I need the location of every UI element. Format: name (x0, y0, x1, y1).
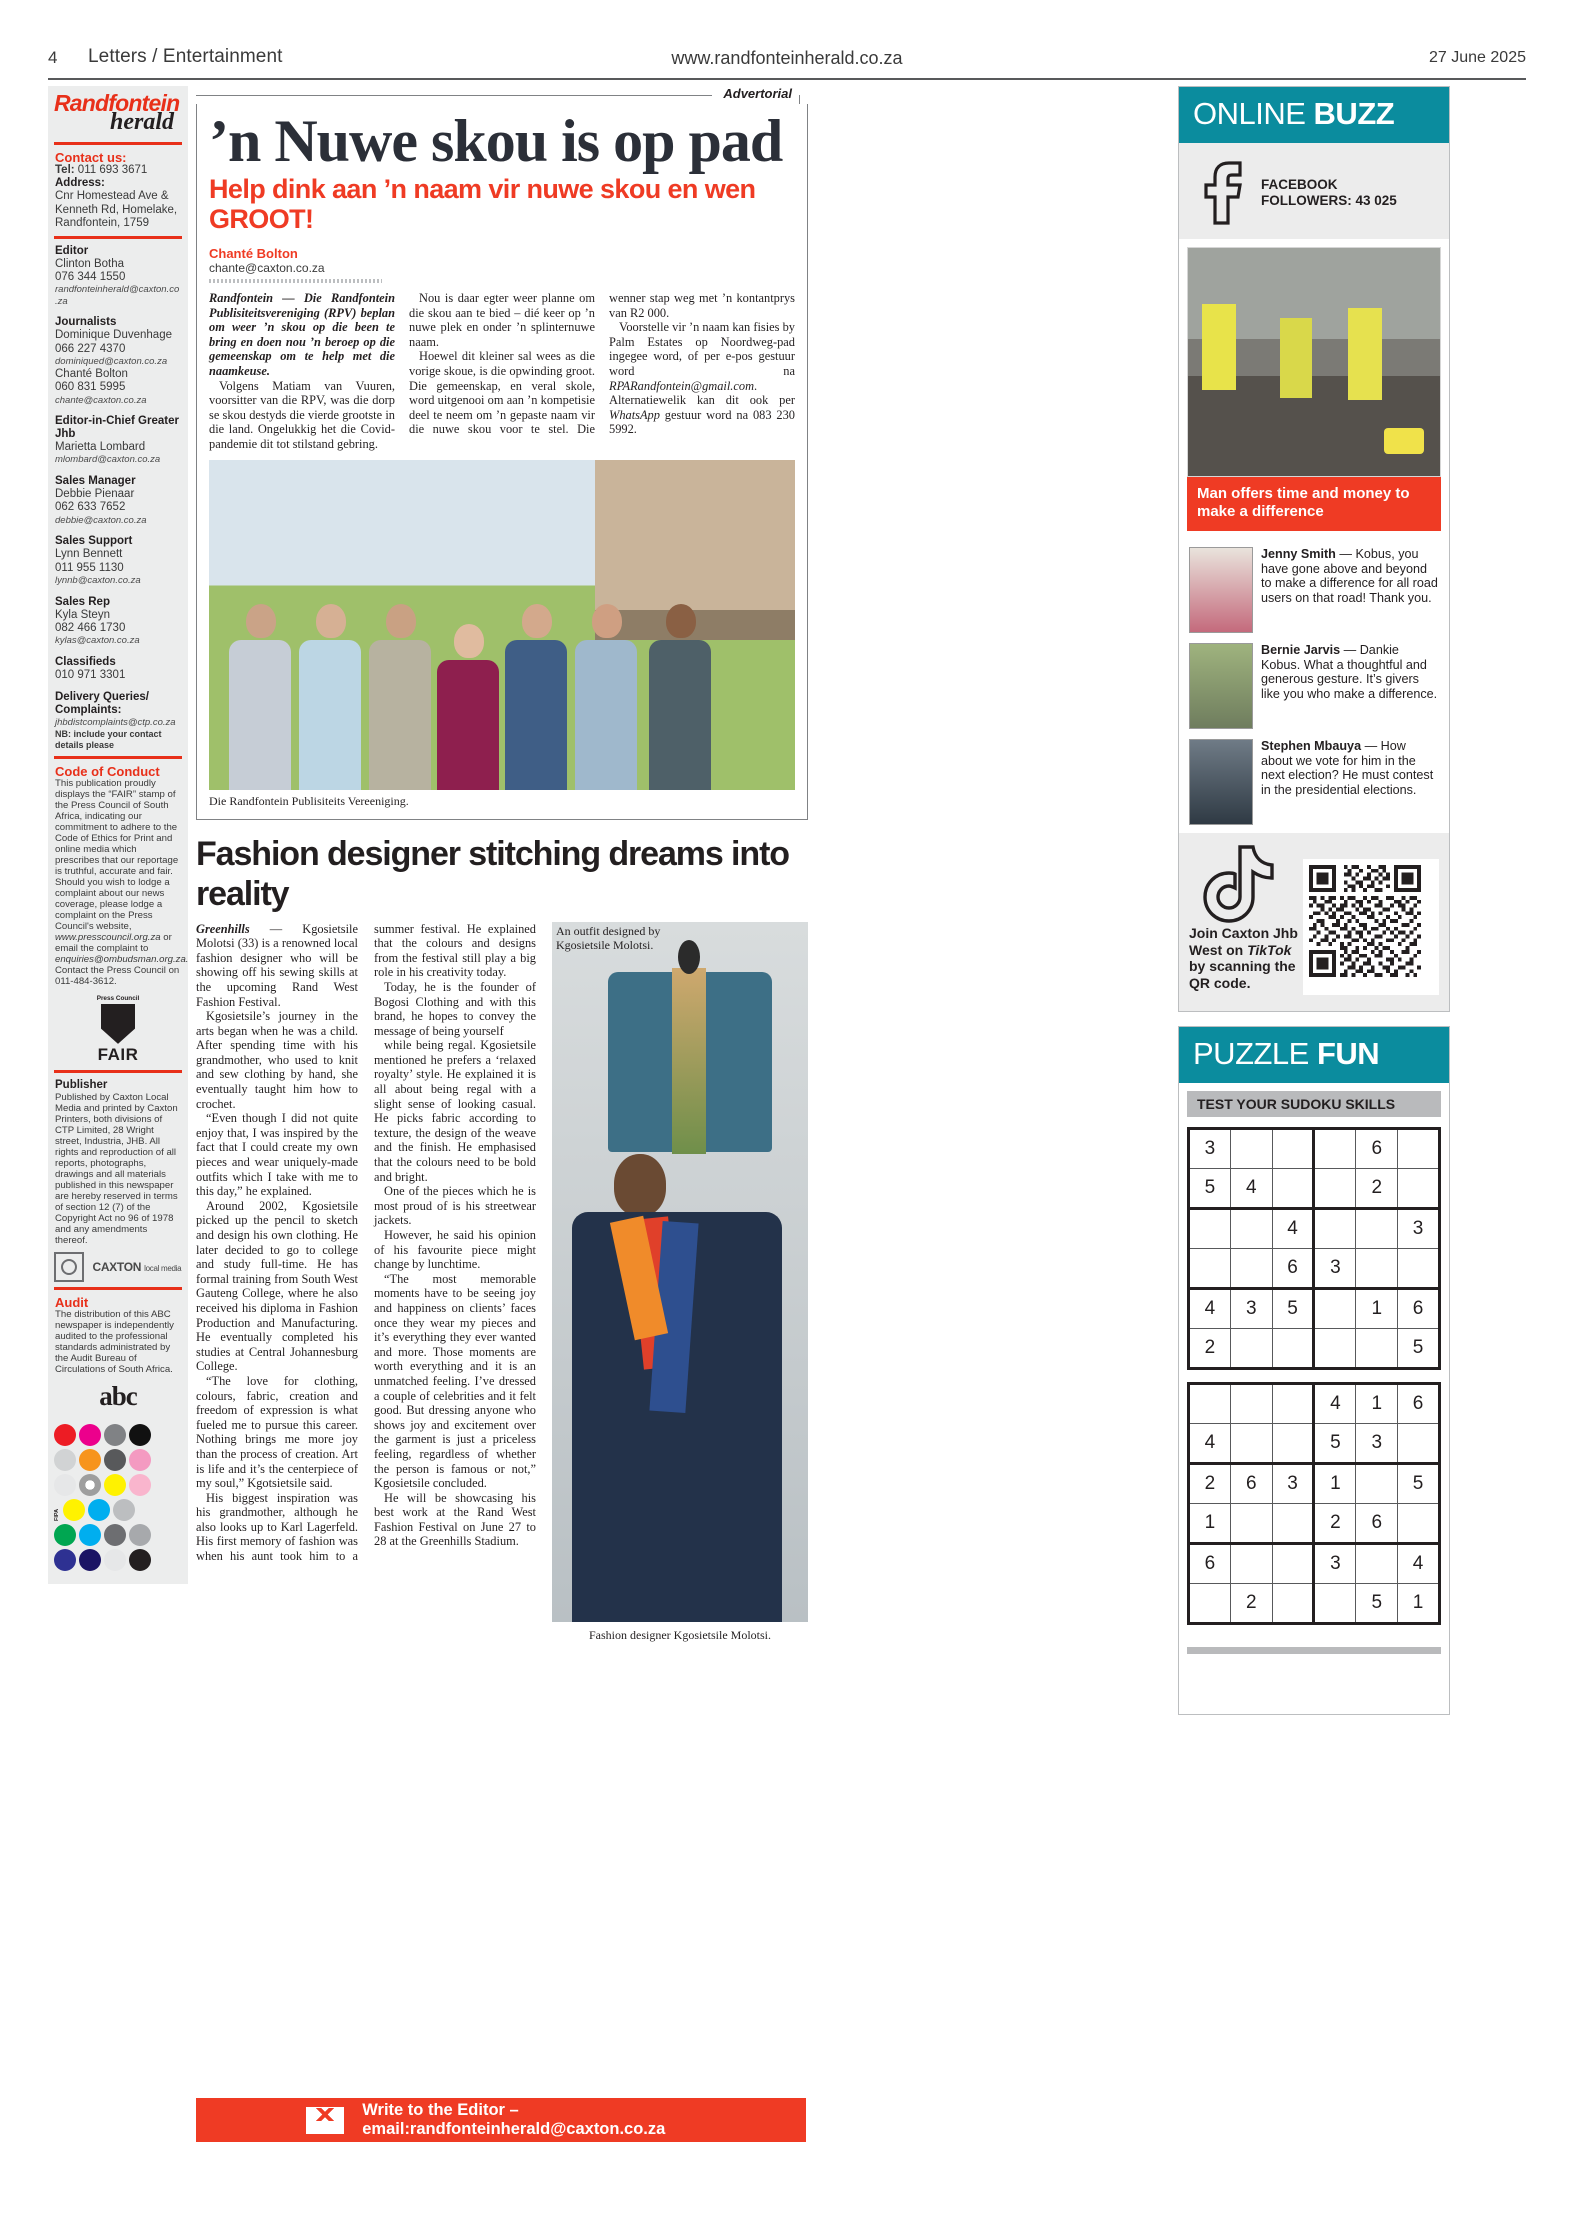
sudoku-cell[interactable]: 3 (1314, 1544, 1356, 1584)
qr-code[interactable] (1303, 859, 1439, 995)
website-url: www.randfonteinherald.co.za (671, 48, 903, 68)
swatch-white (54, 1474, 76, 1496)
swatch-yellow (63, 1499, 85, 1521)
staff-phone: 062 633 7652 (55, 501, 126, 514)
sudoku-cell[interactable]: 2 (1356, 1169, 1398, 1209)
facebook-label: FACEBOOK (1261, 177, 1338, 192)
header-divider (48, 78, 1526, 80)
staff-name: Chanté Bolton (55, 367, 128, 380)
delivery-note: NB: include your contact details please (55, 728, 162, 750)
staff-name: Debbie Pienaar (55, 487, 135, 500)
staff-role: Sales Support (55, 535, 133, 548)
code-of-conduct-body: This publication proudly displays the “FAIR” stamp of the Press Council of South Africa, indicating our commitment to adhere to the Code of Ethics for Print and online media which prescribes that our reportage is truthful, accurate and fair. Should you wish to lodge a complaint about our news coverage, please lodge a complaint on the Press Council's website, www.presscouncil.org.za or email the complaint to enquiries@ombudsman.org.za. Contact the Press Council on 011-484-3612. (55, 777, 189, 987)
paragraph: “The most memorable moments have to be seeing joy and happiness on clients’ faces once they wear my pieces and it’s everything they ever wanted and more. Those moments are worth everything and it is an unmatched feeling. I’ve dressed a couple of celebrities and it felt good. But dressing anyone who shows joy and excitement over the garment is just a priceless feeling, regardless of whether the person is famous or not,” Kgosietsile concluded. (374, 1271, 536, 1491)
paragraph: Hoewel dit kleiner sal wees as die vorige skoue, is die opwinding groot. Die gemeenskap, en veral skole, word uitgenooi om aan ’n kompetisie deel te neem om ’n gepaste naam vir die nuwe skou voor te stel. Die wenner stap weg met ’n kontantprys van R2 000. (409, 291, 795, 437)
staff-name: 010 971 3301 (55, 668, 126, 681)
print-color-swatches (48, 1420, 188, 1584)
sudoku-cell[interactable] (1356, 1209, 1398, 1249)
divider (54, 1287, 182, 1290)
sudoku-row (1189, 1249, 1440, 1289)
page-header (48, 46, 1526, 82)
paragraph: “The love for clothing, colours, fabric, creation and freedom of expression is what fueled me to pursue this career. Nothing brings me more joy than the process of creation. Art is life and it’s the centerpiece of my soul,” Kgotsietsile said. (196, 1373, 358, 1491)
write-to-editor-text: Write to the Editor – email:randfonteinherald@caxton.co.za (362, 2101, 666, 2138)
sudoku-cell[interactable] (1189, 1384, 1231, 1424)
sudoku-row (1189, 1209, 1440, 1249)
sudoku-cell[interactable]: 5 (1272, 1289, 1314, 1329)
sudoku-cell[interactable]: 4 (1272, 1209, 1314, 1249)
swatch-orange (79, 1449, 101, 1471)
envelope-icon (304, 2105, 346, 2136)
abc-logo: abc (99, 1380, 137, 1411)
sudoku-cell[interactable] (1230, 1544, 1272, 1584)
buzz-feature-caption: Man offers time and money to make a difference (1187, 477, 1441, 531)
swatch-row (54, 1524, 182, 1546)
tiktok-promo[interactable] (1179, 833, 1449, 1011)
comment-text: Jenny Smith — Kobus, you have gone above and beyond to make a difference for all road users on that road! Thank you. (1261, 547, 1438, 605)
staff-role: Editor-in-Chief Greater Jhb (55, 415, 179, 441)
buzz-feature-photo (1187, 247, 1441, 477)
sudoku-cell[interactable] (1356, 1329, 1398, 1369)
swatch-silver (113, 1499, 135, 1521)
sudoku-cell[interactable]: 4 (1398, 1544, 1440, 1584)
commenter-name: Stephen Mbauya (1261, 739, 1362, 753)
sudoku-cell[interactable] (1272, 1584, 1314, 1624)
sudoku-cell[interactable] (1272, 1129, 1314, 1169)
staff-role: Classifieds (55, 655, 116, 668)
code-of-conduct-heading: Code of Conduct (55, 763, 160, 779)
swatch-black (129, 1424, 151, 1446)
sudoku-cell[interactable]: 1 (1356, 1289, 1398, 1329)
paragraph: while being regal. Kgosietsile mentioned he prefers a ‘relaxed royalty’ style. He explained it is all about being regal with a slight sense of looking casual. He picks fabric according to texture, the design of the weave and the finish. He emphasised that the colours need to be bold and bright. (374, 1038, 536, 1184)
caxton-wordmark: CAXTON local media (92, 1259, 182, 1274)
sudoku-cell[interactable] (1230, 1504, 1272, 1544)
press-council-label: Press Council (96, 994, 140, 1002)
swatch-ash (129, 1524, 151, 1546)
sudoku-cell[interactable] (1398, 1424, 1440, 1464)
sudoku-row (1189, 1329, 1440, 1369)
audit-block (48, 1296, 188, 1375)
sudoku-cell[interactable]: 3 (1230, 1289, 1272, 1329)
fashion-article-title: Fashion designer stitching dreams into reality (196, 834, 789, 913)
sudoku-cell[interactable]: 6 (1272, 1249, 1314, 1289)
sudoku-cell[interactable]: 2 (1189, 1329, 1231, 1369)
sudoku-cell[interactable] (1272, 1424, 1314, 1464)
sudoku-cell[interactable] (1356, 1249, 1398, 1289)
swatch-lightgrey (54, 1449, 76, 1471)
fair-stamp (81, 995, 155, 1065)
sudoku-cell[interactable]: 6 (1189, 1544, 1231, 1584)
sudoku-cell[interactable]: 1 (1314, 1464, 1356, 1504)
tiktok-icon (1201, 841, 1281, 930)
sudoku-cell[interactable]: 6 (1398, 1289, 1440, 1329)
paragraph: “Even though I did not quite enjoy that, I was inspired by the fact that I could create my own pieces and wear uniquely-made outfits which I take with me to this day,” he explained. (196, 1111, 358, 1199)
swatch-row (54, 1449, 182, 1471)
fashion-article (196, 921, 808, 1642)
comment-text: Stephen Mbauya — How about we vote for him in the next election? He must contest in the presidential elections. (1261, 739, 1434, 797)
code-of-conduct-block (48, 765, 188, 1065)
contact-heading: Contact us: (55, 150, 127, 165)
staff-name: Clinton Botha (55, 257, 125, 270)
staff-email: lynnb@caxton.co.za (55, 575, 141, 587)
sudoku-cell[interactable]: 5 (1356, 1584, 1398, 1624)
write-to-editor-bar[interactable] (196, 2098, 806, 2142)
staff-role: Sales Rep (55, 595, 110, 608)
byline-divider (209, 279, 382, 283)
sudoku-cell[interactable]: 1 (1356, 1384, 1398, 1424)
paragraph: Volgens Matiam van Vuuren, voorsitter van die RPV, was die dorp se skou destyds die vierde grootste in die land. Ongelukkig het die Covid-pandemie dit tot stilstand gebring. (209, 378, 395, 451)
sudoku-cell[interactable] (1189, 1249, 1231, 1289)
sudoku-cell[interactable]: 5 (1189, 1169, 1231, 1209)
publisher-body: Published by Caxton Local Media and printed by Caxton Printers, both divisions of CTP Limited, 28 Wright street, Industria, JHB. All rights and reproduction of all reports, photographs, drawings and all materials published in this newspaper are hereby reserved in terms of section 12 (7) of the Copyright Act no 96 of 1978 and any amendments thereof. (55, 1091, 178, 1246)
staff-name: Marietta Lombard (55, 441, 146, 454)
comment-item (1179, 731, 1449, 827)
sudoku-cell[interactable] (1398, 1169, 1440, 1209)
swatch-yellow (104, 1474, 126, 1496)
avatar (1189, 739, 1253, 825)
outfit-caption: An outfit designed by Kgosietsile Molotsi. (556, 923, 661, 952)
swatch-rose (129, 1474, 151, 1496)
sudoku-cell[interactable]: 6 (1398, 1384, 1440, 1424)
comment-text: Bernie Jarvis — Dankie Kobus. What a thoughtful and generous gesture. It’s givers like you who make a difference. (1261, 643, 1438, 701)
paragraph: One of the pieces which he is most proud of is his streetwear jackets. (374, 1184, 536, 1228)
swatch-cyan (79, 1524, 101, 1546)
swatch-magenta (79, 1424, 101, 1446)
divider (54, 756, 182, 759)
paragraph: Today, he is the founder of Bogosi Clothing and with this brand, he hopes to convey the message of being yourself (374, 979, 536, 1038)
staff-phone: 082 466 1730 (55, 622, 126, 634)
staff-name: Dominique Duvenhage (55, 329, 172, 342)
sudoku-cell[interactable] (1272, 1329, 1314, 1369)
sudoku-cell[interactable]: 3 (1314, 1249, 1356, 1289)
sudoku-cell[interactable]: 4 (1189, 1289, 1231, 1329)
sudoku-cell[interactable] (1189, 1584, 1231, 1624)
sudoku-cell[interactable] (1356, 1544, 1398, 1584)
puzzle-fun-panel (1178, 1026, 1450, 1715)
logo-line-1: Randfontein (54, 90, 180, 116)
fipa-label: FIPA (54, 1508, 60, 1521)
sudoku-cell[interactable] (1356, 1464, 1398, 1504)
sudoku-cell[interactable]: 4 (1189, 1424, 1231, 1464)
swatch-row (54, 1499, 182, 1521)
paragraph: His biggest inspiration was his grandmother, although he also looks up to Karl Lagerfeld. His first memory of fashion was when his aunt took him to a summer festival. He explained that the colours and designs from the festival still play a big role in his creativity today. (196, 921, 536, 1564)
swatch-row (54, 1424, 182, 1446)
swatch-slate (104, 1524, 126, 1546)
swatch-red (54, 1424, 76, 1446)
shield-icon (101, 1004, 135, 1044)
sudoku-cell[interactable]: 2 (1189, 1464, 1231, 1504)
sudoku-cell[interactable]: 1 (1189, 1504, 1231, 1544)
comment-item (1179, 539, 1449, 635)
staff-name: Kyla Steyn (55, 608, 110, 621)
sudoku-subtitle: TEST YOUR SUDOKU SKILLS (1187, 1091, 1441, 1117)
avatar (1189, 547, 1253, 633)
masthead-sidebar (48, 86, 188, 1584)
staff-email: randfonteinherald@caxton.co.za (55, 284, 180, 307)
sudoku-cell[interactable] (1314, 1584, 1356, 1624)
swatch-darkgrey (104, 1449, 126, 1471)
sudoku-grid-1[interactable] (1187, 1127, 1441, 1370)
staff-email: debbie@caxton.co.za (55, 514, 147, 526)
address-value: Cnr Homestead Ave & Kenneth Rd, Homelake, Randfontein, 1759 (55, 190, 178, 230)
staff-phone: 060 831 5995 (55, 381, 126, 394)
comment-item (1179, 635, 1449, 731)
publisher-heading: Publisher (55, 1078, 108, 1091)
puzzle-footer-bar (1187, 1647, 1441, 1654)
sudoku-cell[interactable]: 2 (1230, 1584, 1272, 1624)
sudoku-container (1179, 1117, 1449, 1647)
sudoku-cell[interactable]: 1 (1398, 1584, 1440, 1624)
sudoku-cell[interactable]: 3 (1398, 1209, 1440, 1249)
sudoku-cell[interactable] (1398, 1504, 1440, 1544)
sudoku-cell[interactable] (1314, 1169, 1356, 1209)
logo-line-2: herald (109, 109, 174, 135)
sudoku-cell[interactable] (1314, 1129, 1356, 1169)
paragraph: Randfontein — Die Randfontein Publisiteitsvereniging (RPV) beplan om weer ’n skou op die been te bring en doen nou ’n beroep op die gemeenskap om te help met die naamkeuse. (209, 291, 395, 378)
facebook-icon (1189, 157, 1253, 229)
fashion-article-body (196, 922, 536, 1564)
swatch-pink (129, 1449, 151, 1471)
sudoku-cell[interactable] (1230, 1129, 1272, 1169)
advertorial-tick (799, 95, 800, 104)
paragraph: Nou is daar egter weer planne om die skou aan te bied – dié keer op ’n nuwe plek en onder ’n splinternuwe naam. (409, 291, 595, 349)
online-buzz-title: ONLINE BUZZ (1179, 87, 1449, 143)
sudoku-cell[interactable] (1272, 1169, 1314, 1209)
staff-phone: 066 227 4370 (55, 342, 126, 355)
sudoku-cell[interactable] (1230, 1384, 1272, 1424)
swatch-screen (79, 1474, 101, 1496)
caxton-mark-icon (54, 1252, 84, 1282)
fashion-photo (552, 922, 808, 1622)
sudoku-cell[interactable] (1272, 1544, 1314, 1584)
staff-email: dominiqued@caxton.co.za (55, 356, 168, 368)
sudoku-cell[interactable] (1230, 1209, 1272, 1249)
sudoku-row (1189, 1169, 1440, 1209)
sudoku-cell[interactable]: 5 (1398, 1329, 1440, 1369)
staff-role: Sales Manager (55, 474, 136, 487)
swatch-cyan (88, 1499, 110, 1521)
sudoku-cell[interactable] (1230, 1249, 1272, 1289)
staff-email: kylas@caxton.co.za (55, 635, 140, 647)
facebook-followers-text (1261, 177, 1397, 209)
issue-date: 27 June 2025 (1429, 49, 1526, 66)
paragraph: Kgosietsile’s journey in the arts began when he was a child. After spending time with his grandmother, who used to knit and sew clothing by hand, she eventually taught him how to crochet. (196, 1009, 358, 1111)
sudoku-row (1189, 1289, 1440, 1329)
staff-email: mlombard@caxton.co.za (55, 454, 161, 466)
advertorial-article (196, 104, 808, 820)
advertorial-rule (196, 95, 712, 96)
contact-tel: Tel: 011 693 3671 (55, 164, 148, 176)
delivery-email: jhbdistcomplaints@ctp.co.za (55, 717, 176, 729)
swatch-navy (79, 1549, 101, 1571)
swatch-grey (104, 1424, 126, 1446)
sudoku-cell[interactable] (1398, 1129, 1440, 1169)
staff-phone: 011 955 1130 (55, 561, 124, 574)
sudoku-grid-2[interactable] (1187, 1382, 1441, 1625)
sudoku-cell[interactable]: 3 (1356, 1424, 1398, 1464)
sudoku-row (1189, 1424, 1440, 1464)
sudoku-cell[interactable] (1272, 1504, 1314, 1544)
staff-role: Journalists (55, 316, 117, 329)
sudoku-cell[interactable] (1314, 1329, 1356, 1369)
sudoku-cell[interactable]: 3 (1189, 1129, 1231, 1169)
sudoku-cell[interactable] (1314, 1209, 1356, 1249)
sudoku-cell[interactable] (1230, 1329, 1272, 1369)
online-buzz-panel (1178, 86, 1450, 1012)
sudoku-row (1189, 1384, 1440, 1424)
swatch-ink (129, 1549, 151, 1571)
commenter-name: Jenny Smith (1261, 547, 1336, 561)
article-byline-email: chante@caxton.co.za (209, 261, 325, 275)
advertorial-photo-caption: Die Randfontein Publisiteits Vereeniging. (209, 793, 409, 808)
puzzle-fun-title: PUZZLE FUN (1179, 1027, 1449, 1083)
sudoku-row (1189, 1464, 1440, 1504)
delivery-heading: Delivery Queries/ Complaints: (55, 691, 149, 717)
fashion-photo-caption: Fashion designer Kgosietsile Molotsi. (589, 1627, 771, 1642)
commenter-name: Bernie Jarvis (1261, 643, 1341, 657)
paragraph: Greenhills — Kgosietsile Molotsi (33) is a renowned local fashion designer who will be showing off his sewing skills at the upcoming Rand West Fashion Festival. (196, 921, 358, 1009)
sudoku-cell[interactable]: 4 (1314, 1384, 1356, 1424)
page-number: 4 (48, 48, 58, 67)
contact-block (48, 151, 188, 231)
swatch-blue (54, 1549, 76, 1571)
sudoku-cell[interactable]: 2 (1314, 1504, 1356, 1544)
audit-heading: Audit (55, 1294, 89, 1310)
section-title: Letters / Entertainment (88, 46, 283, 67)
publication-logo (48, 86, 188, 137)
staff-list (48, 245, 188, 751)
sudoku-cell[interactable]: 5 (1398, 1464, 1440, 1504)
advertorial-body (209, 291, 795, 452)
advertorial-label: Advertorial (723, 86, 792, 101)
staff-email: chante@caxton.co.za (55, 394, 147, 406)
sudoku-cell[interactable] (1398, 1249, 1440, 1289)
advertorial-photo (209, 460, 795, 790)
paragraph: However, he said his opinion of his favourite piece might change by lunchtime. (374, 1228, 536, 1272)
right-sidebar (1178, 86, 1450, 1715)
divider (54, 142, 182, 145)
swatch-row (54, 1549, 182, 1571)
staff-name: Lynn Bennett (55, 548, 123, 561)
avatar (1189, 643, 1253, 729)
sudoku-cell[interactable]: 6 (1356, 1504, 1398, 1544)
divider (54, 236, 182, 239)
sudoku-cell[interactable]: 3 (1272, 1464, 1314, 1504)
staff-phone: 076 344 1550 (55, 271, 126, 284)
sudoku-cell[interactable] (1314, 1289, 1356, 1329)
tiktok-note: Join Caxton Jhb West on TikTok by scanning the QR code. (1189, 925, 1298, 991)
sudoku-cell[interactable]: 4 (1230, 1169, 1272, 1209)
sudoku-cell[interactable] (1189, 1209, 1231, 1249)
sudoku-row (1189, 1129, 1440, 1169)
followers-count: FOLLOWERS: 43 025 (1261, 193, 1397, 208)
paragraph: Voorstelle vir ’n naam kan fisies by Palm Estates op Noordweg-pad ingegee word, of per e-pos gestuur word na RPARandfontein@gmail.com. Alternatiewelik kan dit ook per WhatsApp gestuur word na 083 230 5992. (609, 320, 795, 437)
fair-label: FAIR (97, 1044, 139, 1064)
divider (54, 1070, 182, 1073)
sudoku-cell[interactable]: 6 (1356, 1129, 1398, 1169)
facebook-followers-row (1179, 143, 1449, 239)
article-headline: ’n Nuwe skou is op pad (209, 108, 783, 174)
swatch-paper (104, 1549, 126, 1571)
main-content (196, 86, 808, 1642)
sudoku-row (1189, 1544, 1440, 1584)
publisher-block (48, 1079, 188, 1246)
sudoku-cell[interactable]: 5 (1314, 1424, 1356, 1464)
article-subheadline: Help dink aan ’n naam vir nuwe skou en wen GROOT! (209, 174, 756, 234)
swatch-row (54, 1474, 182, 1496)
sudoku-row (1189, 1584, 1440, 1624)
paragraph: Around 2002, Kgosietsile picked up the pencil to sketch and design his own clothing. He later decided to go to college and study full-time. He has formal training from South West Gauteng College, where he also received his diploma in Fashion Production and Manufacturing. He eventually completed his studies at Central Johannesburg College. (196, 1198, 358, 1374)
advertorial-tag (196, 86, 808, 104)
article-byline: Chanté Bolton (209, 246, 298, 261)
address-label: Address: (55, 177, 105, 190)
sudoku-cell[interactable] (1230, 1424, 1272, 1464)
staff-role: Editor (55, 244, 89, 257)
sudoku-cell[interactable] (1272, 1384, 1314, 1424)
swatch-green (54, 1524, 76, 1546)
paragraph: He will be showcasing his best work at the Rand West Fashion Festival on June 27 to 28 at the Greenhills Stadium. (374, 1490, 536, 1549)
audit-body: The distribution of this ABC newspaper is independently audited to the professional standards administrated by the Audit Bureau of Circulations of South Africa. (55, 1308, 174, 1375)
sudoku-row (1189, 1504, 1440, 1544)
sudoku-cell[interactable]: 6 (1230, 1464, 1272, 1504)
caxton-logo (54, 1252, 182, 1282)
